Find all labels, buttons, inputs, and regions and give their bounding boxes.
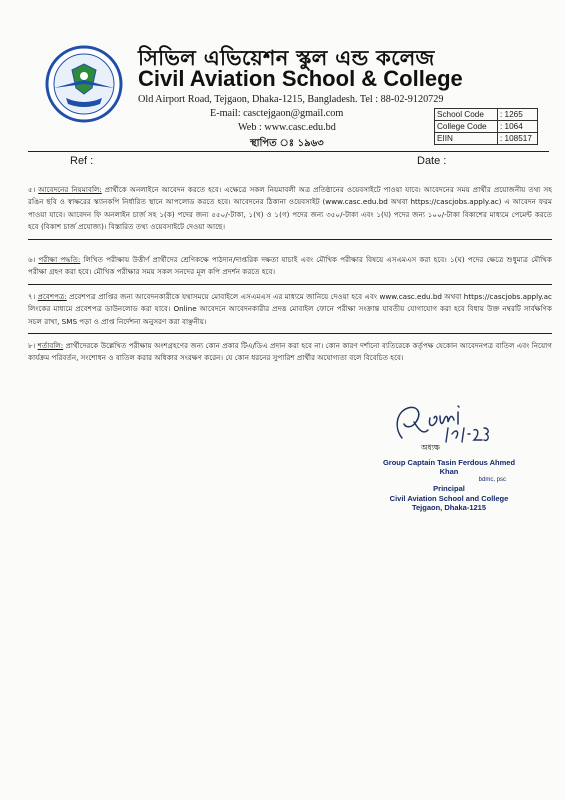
section-body: প্রার্থীকে অনলাইনে আবেদন করতে হবে। এক্ষেত্রে সকল নিয়মাবলী অত্র প্রতিষ্ঠানের ওয়েবসাইটে পাওয়া যাবে। আবেদনের সময় প্রার্থীর প্রয়োজনীয় তথ্য সহ রঙিন ছবি ও স্বাক্ষরের স্ক্যানকপি নির্ধারিত স্থানে আপলোড করতে হবে। আবেদনের ঠিকানা ওয়েবসাইট (www.casc.edu.bd অথবা https://cascjobs.apply.ac) এ আবেদন ফরম পাওয়া যাবে। আবেদন ফি অনলাইন চার্জ সহ ১(ক) পদের জন্য ৫৫০/-টাকা, ১(খ) ও ১(গ) পদের জন্য ৩৫০/-টাকা এবং ১(ঘ) পদের জন্য ১০০/-টাকা বিকাশের মাধ্যমে পেমেন্ট করতে হবে (বিকাশ চার্জ প্রযোজ্য)। বিস্তারিত তথ্য ওয়েবসাইটে দেওয়া আছে। (28, 185, 552, 232)
section-application-rules (28, 184, 552, 234)
school-website: Web : www.casc.edu.bd (238, 122, 336, 133)
school-name-english: Civil Aviation School & College (138, 66, 463, 91)
code-label: School Code (435, 109, 498, 120)
signatory-location: Tejgaon, Dhaka-1215 (411, 503, 487, 512)
date-label: Date : (417, 155, 447, 167)
signatory-suffix: bdmc, psc (478, 477, 506, 483)
section-heading: পরীক্ষা পদ্ধতি: (38, 255, 81, 264)
code-row (435, 133, 537, 144)
section-heading: শর্তাবলি: (37, 341, 64, 350)
handwritten-signature (388, 398, 498, 450)
school-logo-icon (44, 44, 124, 124)
signatory-title-bengali: অধ্যক্ষ (421, 443, 440, 452)
header-divider (28, 151, 549, 152)
code-row (435, 121, 537, 133)
ref-label: Ref : (70, 155, 94, 167)
school-email: E-mail: cascteјgaon@gmail.com (210, 108, 344, 119)
section-divider (28, 284, 552, 285)
section-body: প্রার্থীদেরকে উল্লেখিত পরীক্ষায় অংশগ্রহণের জন্য কোন প্রকার টিএ/ডিএ প্রদান করা হবে না। কোন কারণ দর্শানো ব্যতিরেকে কর্তৃপক্ষ যেকোন আবেদনপত্র বাতিল এবং নিয়োগ কার্যক্রম পরিবর্তন, সংশোধন ও বাতিল করার অধিকার সংরক্ষণ করেন। যে কোন ধরনের সুপারিশ প্রার্থীর অযোগ্যতা বলে বিবেচিত হবে। (28, 341, 552, 363)
signatory-institution: Civil Aviation School and College (389, 493, 509, 503)
section-number: ৭। (28, 292, 36, 301)
signatory-name: Group Captain Tasin Ferdous Ahmed Khan (382, 458, 516, 476)
section-exam-method (28, 254, 552, 279)
code-label: College Code (435, 121, 498, 132)
section-admit-card (28, 291, 552, 328)
code-value: : 108517 (500, 134, 532, 143)
section-divider (28, 333, 552, 334)
section-number: ৫। (28, 185, 36, 194)
section-conditions (28, 340, 552, 365)
institution-codes-table (434, 108, 538, 145)
section-divider (28, 239, 552, 240)
code-value: : 1265 (500, 110, 523, 119)
code-row (435, 109, 537, 121)
code-label: EIIN (435, 133, 498, 144)
section-number: ৮। (28, 341, 36, 350)
signatory-role: Principal (433, 484, 465, 493)
established-year: স্থাপিত ঃ ১৯৬৩ (250, 138, 324, 149)
section-number: ৬। (28, 255, 36, 264)
school-address: Old Airport Road, Tejgaon, Dhaka-1215, Bangladesh. Tel : 88-02-9120729 (138, 94, 444, 105)
signature-block (374, 458, 524, 513)
section-body: লিখিত পরীক্ষায় উত্তীর্ণ প্রার্থীদের শ্রেণিকক্ষে পাঠদান/দাপ্তরিক দক্ষতা যাচাই এবং মৌখিক পরীক্ষার বিষয়ে এসএমএস করা হবে। ১(ঘ) পদের ক্ষেত্রে শুধুমাত্র মৌখিক পরীক্ষা গ্রহণ করা হবে। মৌখিক পরীক্ষার সময় সকল সনদের মূল কপি প্রদর্শন করতে হবে। (28, 255, 552, 277)
section-heading: আবেদনের নিয়মাবলি: (38, 185, 102, 194)
school-name-bengali: সিভিল এভিয়েশন স্কুল এন্ড কলেজ (138, 46, 435, 70)
code-value: : 1064 (500, 122, 523, 131)
section-body: প্রবেশপত্র প্রাপ্তির জন্য আবেদনকারীকে যথাসময়ে মোবাইলে এসএমএস এর মাধ্যমে জানিয়ে দেওয়া হবে এবং www.casc.edu.bd অথবা https://cascjobs.apply.ac লিংকের মাধ্যমে প্রবেশপত্র ডাউনলোড করা যাবে। Online আবেদনে আবেদনকারীর প্রদত্ত মোবাইল ফোনে পরীক্ষা সংক্রান্ত যাবতীয় যোগাযোগ করা হবে বিধায় উক্ত নম্বরটি সার্বক্ষণিক সচল রাখা, SMS পড়া ও প্রাপ্ত নির্দেশনা অনুসরণ করা বাঞ্ছনীয়। (28, 292, 552, 326)
section-heading: প্রবেশপত্র: (37, 292, 67, 301)
